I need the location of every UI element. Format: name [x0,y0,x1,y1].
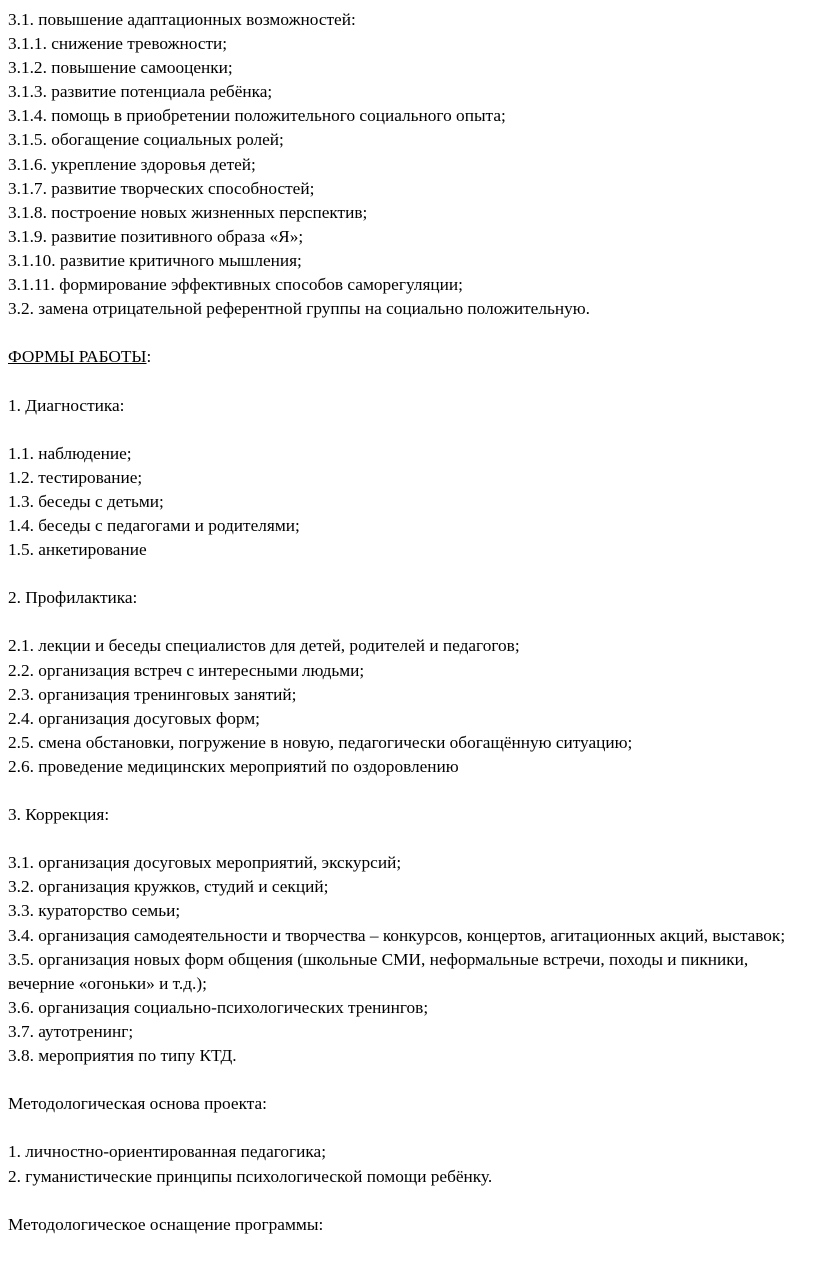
list-item: 3.3. кураторство семьи; [8,901,181,921]
list-item: 3.5. организация новых форм общения (школьные СМИ, неформальные встречи, походы и пикники, вечерние «огоньки» и т.д.); [8,949,753,993]
list-item: 3.4. организация самодеятельности и творчества – конкурсов, концертов, агитационных акций, выставок; [8,925,786,945]
list-item: 3.6. организация социально-психологических тренингов; [8,997,429,1017]
goals-line: 3.1.8. построение новых жизненных перспектив; [8,202,368,222]
goals-line: 3.2. замена отрицательной референтной группы на социально положительную. [8,299,590,319]
methodology-list [8,1140,786,1188]
prevention-list [8,634,786,779]
list-item: 1.2. тестирование; [8,467,143,487]
prevention-title: 2. Профилактика: [8,588,138,608]
forms-heading [8,345,786,369]
correction-title: 3. Коррекция: [8,805,110,825]
list-item: 2.1. лекции и беседы специалистов для детей, родителей и педагогов; [8,636,520,656]
spacer [8,610,786,634]
spacer [8,369,786,393]
forms-heading-text: ФОРМЫ РАБОТЫ [8,347,147,367]
spacer [8,418,786,442]
spacer [8,562,786,586]
goals-line: 3.1.10. развитие критичного мышления; [8,250,302,270]
spacer [8,1068,786,1092]
goals-line: 3.1. повышение адаптационных возможностей: [8,10,356,29]
list-item: 2.6. проведение медицинских мероприятий по оздоровлению [8,756,459,776]
spacer [8,779,786,803]
list-item: 2.3. организация тренинговых занятий; [8,684,297,704]
list-item: 3.1. организация досуговых мероприятий, экскурсий; [8,853,402,873]
spacer [8,827,786,851]
correction-list [8,851,786,1068]
forms-heading-colon: : [146,347,152,367]
diagnostics-title: 1. Диагностика: [8,395,125,415]
goals-line: 3.1.2. повышение самооценки; [8,58,233,78]
goals-line: 3.1.1. снижение тревожности; [8,34,228,54]
list-item: 3.7. аутотренинг; [8,1021,134,1041]
list-item: 1.5. анкетирование [8,540,147,560]
list-item: 2.5. смена обстановки, погружение в новую, педагогически обогащённую ситуацию; [8,732,633,752]
spacer [8,1116,786,1140]
list-item: 3.8. мероприятия по типу КТД. [8,1046,237,1066]
goals-line: 3.1.6. укрепление здоровья детей; [8,154,256,174]
diagnostics-list [8,442,786,562]
goals-line: 3.1.4. помощь в приобретении положительного социального опыта; [8,106,506,126]
list-item: 1.4. беседы с педагогами и родителями; [8,515,300,535]
goals-line: 3.1.5. обогащение социальных ролей; [8,130,284,150]
list-item: 2.4. организация досуговых форм; [8,708,260,728]
list-item: 2. гуманистические принципы психологической помощи ребёнку. [8,1166,493,1186]
list-item: 2.2. организация встреч с интересными людьми; [8,660,365,680]
list-item: 1. личностно-ориентированная педагогика; [8,1142,326,1162]
goals-line: 3.1.7. развитие творческих способностей; [8,178,315,198]
methodology-title: Методологическая основа проекта: [8,1094,267,1114]
goals-line: 3.1.11. формирование эффективных способов саморегуляции; [8,275,463,295]
spacer [8,1189,786,1213]
list-item: 1.3. беседы с детьми; [8,491,164,511]
list-item: 1.1. наблюдение; [8,443,132,463]
goals-line: 3.1.3. развитие потенциала ребёнка; [8,82,273,102]
goals-line: 3.1.9. развитие позитивного образа «Я»; [8,226,304,246]
goals-section [8,8,786,321]
spacer [8,321,786,345]
list-item: 3.2. организация кружков, студий и секций; [8,877,329,897]
equipment-title: Методологическое оснащение программы: [8,1214,324,1234]
